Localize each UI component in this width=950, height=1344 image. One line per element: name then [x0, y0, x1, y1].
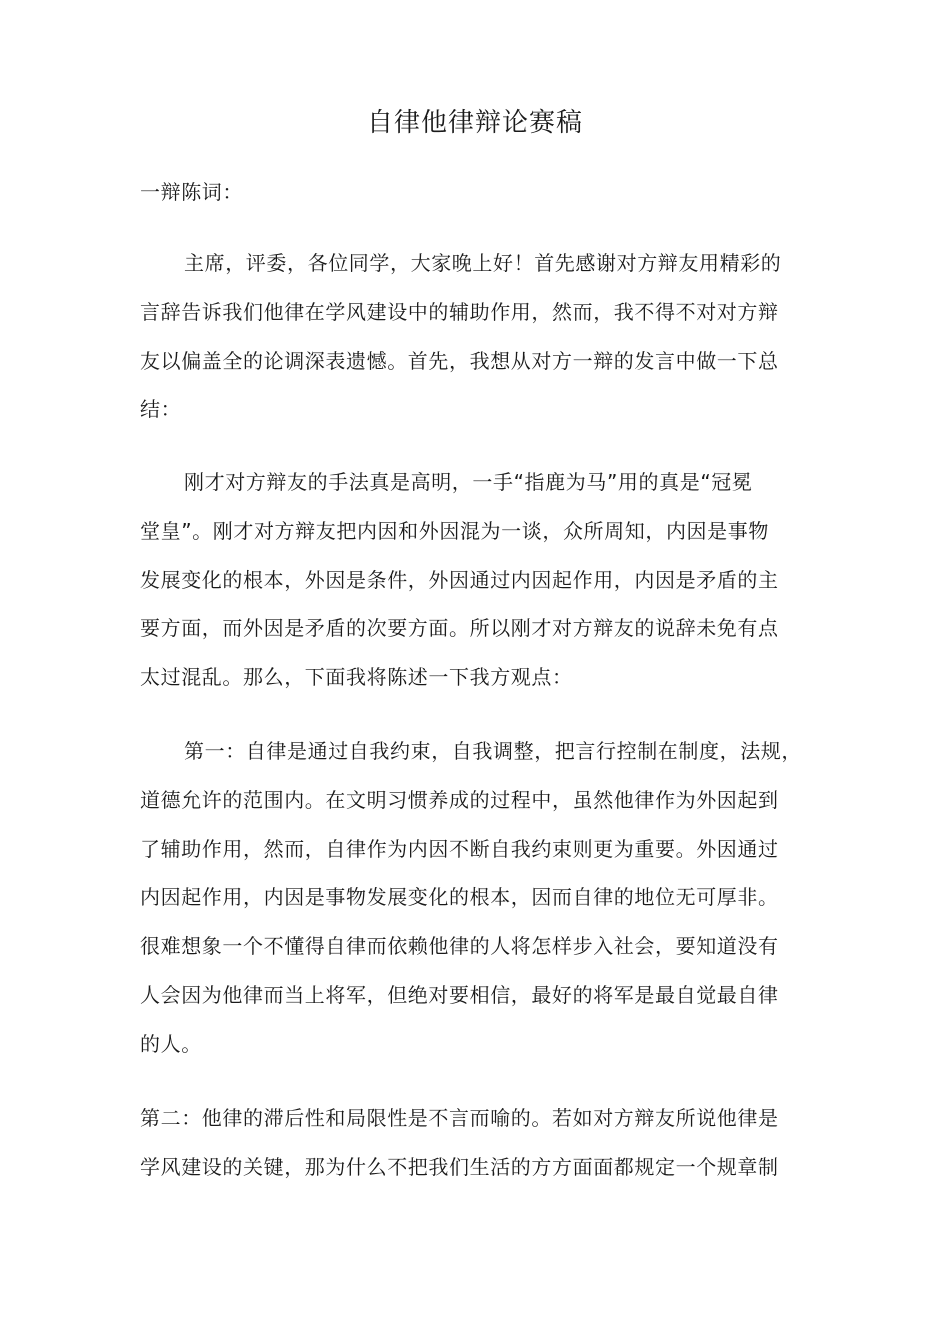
paragraph-line: 人会因为他律而当上将军，但绝对要相信，最好的将军是最自觉最自律	[140, 982, 779, 1007]
paragraph-line: 道德允许的范围内。在文明习惯养成的过程中，虽然他律作为外因起到	[140, 787, 779, 812]
paragraph-line: 要方面，而外因是矛盾的次要方面。所以刚才对方辩友的说辞未免有点	[140, 616, 779, 641]
paragraph-line: 很难想象一个不懂得自律而依赖他律的人将怎样步入社会，要知道没有	[140, 934, 779, 959]
paragraph-line: 了辅助作用，然而，自律作为内因不断自我约束则更为重要。外因通过	[140, 836, 779, 861]
paragraph-line: 结：	[140, 397, 182, 422]
document-title: 自律他律辩论赛稿	[366, 108, 583, 138]
paragraph-line: 堂皇”。刚才对方辩友把内因和外因混为一谈，众所周知，内因是事物	[140, 518, 769, 543]
paragraph-line: 内因起作用，内因是事物发展变化的根本，因而自律的地位无可厚非。	[140, 885, 779, 910]
paragraph-point-two	[140, 1094, 779, 1192]
paragraph-line: 学风建设的关键，那为什么不把我们生活的方方面面都规定一个规章制	[140, 1154, 779, 1179]
paragraph-line: 发展变化的根本，外因是条件，外因通过内因起作用，内因是矛盾的主	[140, 567, 779, 592]
paragraph-line: 友以偏盖全的论调深表遗憾。首先，我想从对方一辩的发言中做一下总	[140, 348, 779, 373]
paragraph-line: 太过混乱。那么，下面我将陈述一下我方观点：	[140, 665, 573, 690]
paragraph-line: 主席，评委，各位同学，大家晚上好！首先感谢对方辩友用精彩的	[184, 251, 782, 275]
paragraph-rebuttal	[140, 458, 779, 702]
paragraph-line: 第一：自律是通过自我约束，自我调整，把言行控制在制度，法规，	[184, 739, 802, 763]
paragraph-greeting	[140, 239, 781, 434]
paragraph-line: 刚才对方辩友的手法真是高明，一手“指鹿为马”用的真是“冠冕	[184, 470, 753, 494]
paragraph-line: 的人。	[140, 1031, 202, 1056]
paragraph-line: 言辞告诉我们他律在学风建设中的辅助作用，然而，我不得不对对方辩	[140, 299, 779, 324]
paragraph-point-one	[140, 727, 802, 1069]
speaker-heading: 一辩陈词：	[140, 180, 243, 204]
paragraph-line: 第二：他律的滞后性和局限性是不言而喻的。若如对方辩友所说他律是	[140, 1106, 779, 1130]
